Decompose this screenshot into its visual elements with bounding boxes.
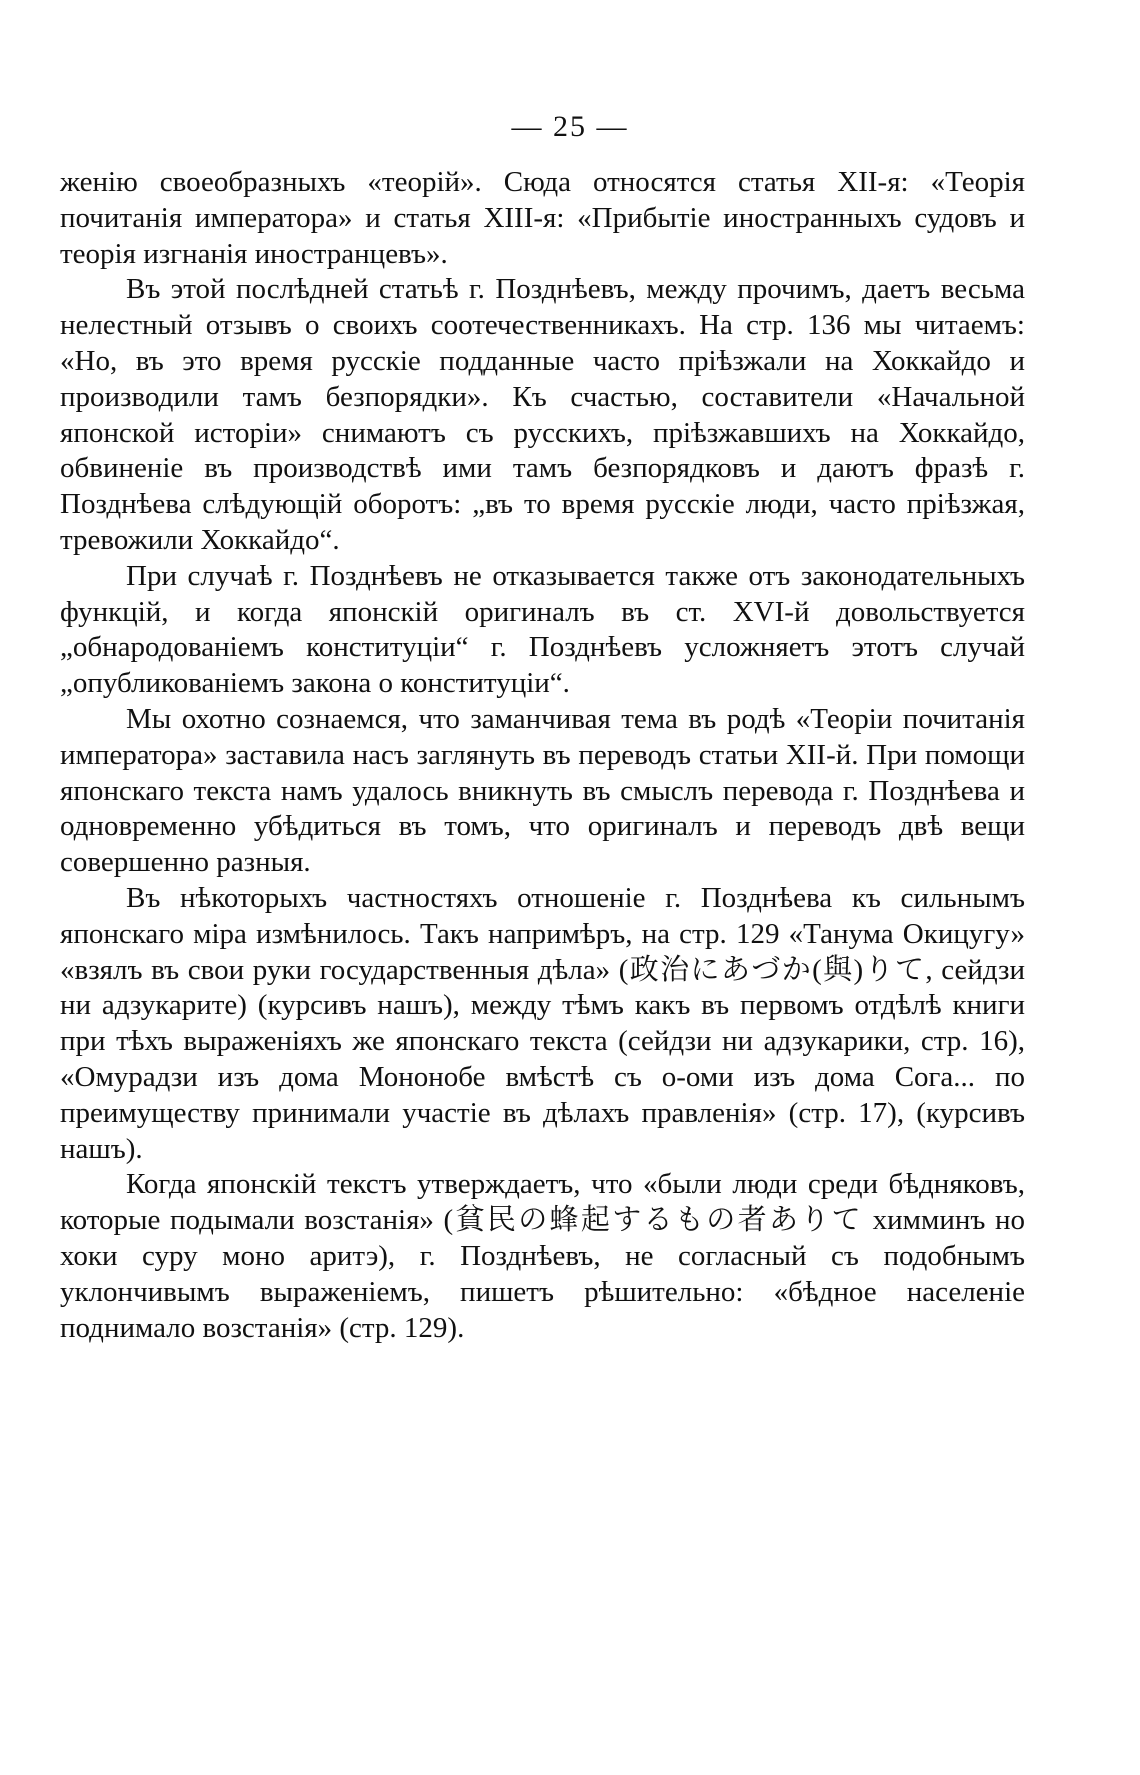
paragraph-1: женію своеобразныхъ «теорій». Сюда относятся статья XII-я: «Теорія почитанія императора» и статья XIII-я: «Прибытіе иностранныхъ судовъ и теорія изгнанія иностранцевъ». — [60, 166, 1025, 270]
paragraph-6: Когда японскій текстъ утверждаетъ, что «были люди среди бѣдняковъ, которые подымали возстанія» (貧民の蜂起するもの者ありて химминъ но хоки суру моно аритэ), г. Позднѣевъ, не согласный съ подобнымъ уклончивымъ выраженіемъ, пишетъ рѣшительно: «бѣдное населеніе поднимало возстанія» (стр. 129). — [60, 1168, 1025, 1344]
paragraph-5: Въ нѣкоторыхъ частностяхъ отношеніе г. Позднѣева къ сильнымъ японскаго міра измѣнилось. Такъ напримѣръ, на стр. 129 «Танума Окицугу» «взялъ въ свои руки государственныя дѣла» (政治にあづか(與)りて, сейдзи ни адзукарите) (курсивъ нашъ), между тѣмъ какъ въ первомъ отдѣлѣ книги при тѣхъ выраженіяхъ же японскаго текста (сейдзи ни адзукарики, стр. 16), «Омурадзи изъ дома Мононобе вмѣстѣ съ о-оми изъ дома Сога... по преимуществу принимали участіе въ дѣлахъ правленія» (стр. 17), (курсивъ нашъ). — [60, 881, 1025, 1165]
paragraph-2: Въ этой послѣдней статьѣ г. Позднѣевъ, между прочимъ, даетъ весьма нелестный отзывъ о своихъ соотечественникахъ. На стр. 136 мы читаемъ: «Но, въ это время русскіе подданные часто пріѣзжали на Хоккайдо и производили тамъ безпорядки». Къ счастью, составители «Начальной японской исторіи» снимаютъ съ русскихъ, пріѣзжавшихъ на Хоккайдо, обвиненіе въ производствѣ ими тамъ безпорядковъ и даютъ фразѣ г. Позднѣева слѣдующій оборотъ: „въ то время русскіе люди, часто пріѣзжая, тревожили Хоккайдо“. — [60, 273, 1025, 556]
body-text — [60, 165, 1025, 1346]
paragraph-3: При случаѣ г. Позднѣевъ не отказывается также отъ законодательныхъ функцій, и когда японскій оригиналъ въ ст. XVI-й довольствуется „обнародованіемъ конституціи“ г. Позднѣевъ усложняетъ этотъ случай „опубликованіемъ закона о конституціи“. — [60, 559, 1025, 700]
paragraph-4: Мы охотно сознаемся, что заманчивая тема въ родѣ «Теоріи почитанія императора» заставила насъ заглянуть въ переводъ статьи XII-й. При помощи японскаго текста намъ удалось вникнуть въ смыслъ перевода г. Позднѣева и одновременно убѣдиться въ томъ, что оригиналъ и переводъ двѣ вещи совершенно разныя. — [60, 702, 1025, 879]
page-number: — 25 — — [511, 110, 629, 143]
